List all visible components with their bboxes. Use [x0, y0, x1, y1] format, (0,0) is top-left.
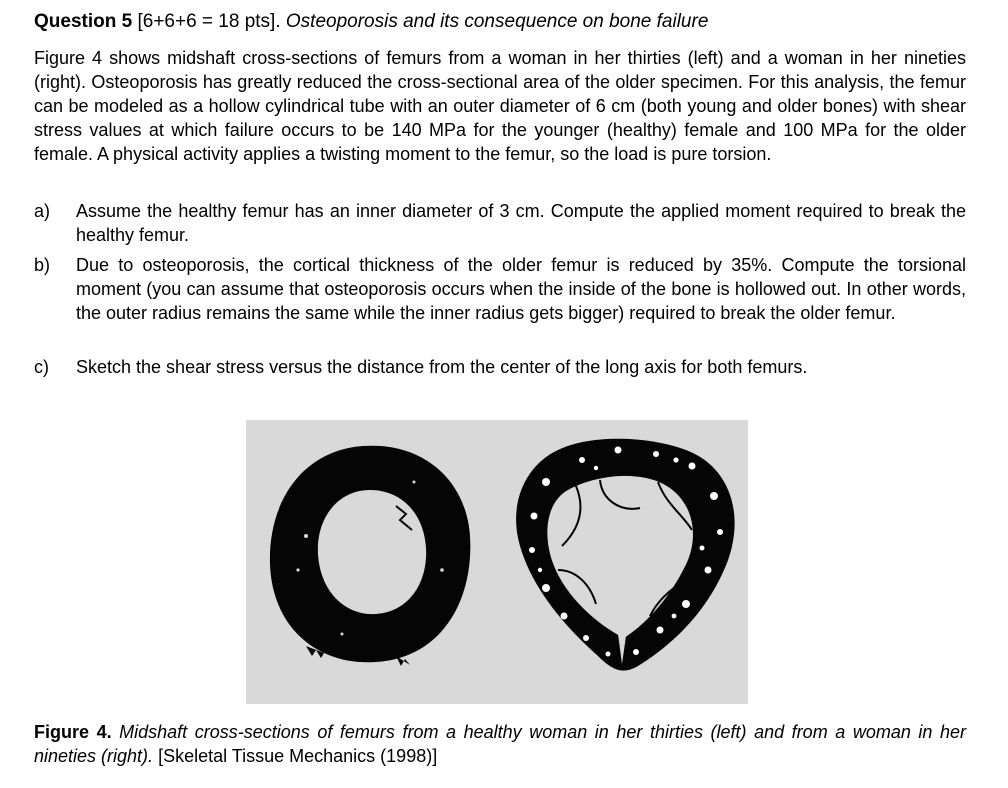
part-a-letter: a) [34, 201, 51, 221]
question-title: Osteoporosis and its consequence on bone failure [285, 11, 709, 32]
part-b-text: Due to osteoporosis, the cortical thickness of the older femur is reduced by 35%. Compute the torsional moment (you can assume that osteoporosis occurs when the inside of the bone is hollowed out. In other words, the outer radius remains the same while the inner radius gets bigger) required to break the older femur. [76, 255, 966, 323]
figure-caption: Figure 4. Midshaft cross-sections of femurs from a healthy woman in her thirties (left) and from a woman in her nineties (right). [Skeletal Tissue Mechanics (1998)] [34, 722, 966, 766]
question-points: [6+6+6 = 18 pts]. [137, 11, 281, 32]
part-c-text: Sketch the shear stress versus the distance from the center of the long axis for both femurs. [76, 357, 808, 377]
part-c [34, 355, 966, 379]
question-label: Question 5 [34, 11, 133, 32]
caption-source: [Skeletal Tissue Mechanics (1998)] [158, 746, 438, 766]
femur-cross-section-figure [246, 420, 748, 704]
femur-image [246, 420, 748, 704]
caption-label: Figure 4 [34, 722, 107, 742]
intro-paragraph: Figure 4 shows midshaft cross-sections of femurs from a woman in her thirties (left) and a woman in her nineties (right). Osteoporosis has greatly reduced the cross-sectional area of the older specimen. For this analysis, the femur can be modeled as a hollow cylindrical tube with an outer diameter of 6 cm (both young and older bones) with shear stress values at which failure occurs to be 140 MPa for the younger (healthy) female and 100 MPa for the older female. A physical activity applies a twisting moment to the femur, so the load is pure torsion. [34, 48, 966, 164]
part-b-letter: b) [34, 255, 51, 275]
part-a [34, 199, 966, 247]
part-c-letter: c) [34, 357, 49, 377]
part-a-text: Assume the healthy femur has an inner diameter of 3 cm. Compute the applied moment required to break the healthy femur. [76, 201, 966, 245]
caption-text: Midshaft cross-sections of femurs from a healthy woman in her thirties (left) and from a woman in her nineties (right). [34, 722, 966, 766]
part-b [34, 253, 966, 325]
question-header [34, 10, 974, 34]
